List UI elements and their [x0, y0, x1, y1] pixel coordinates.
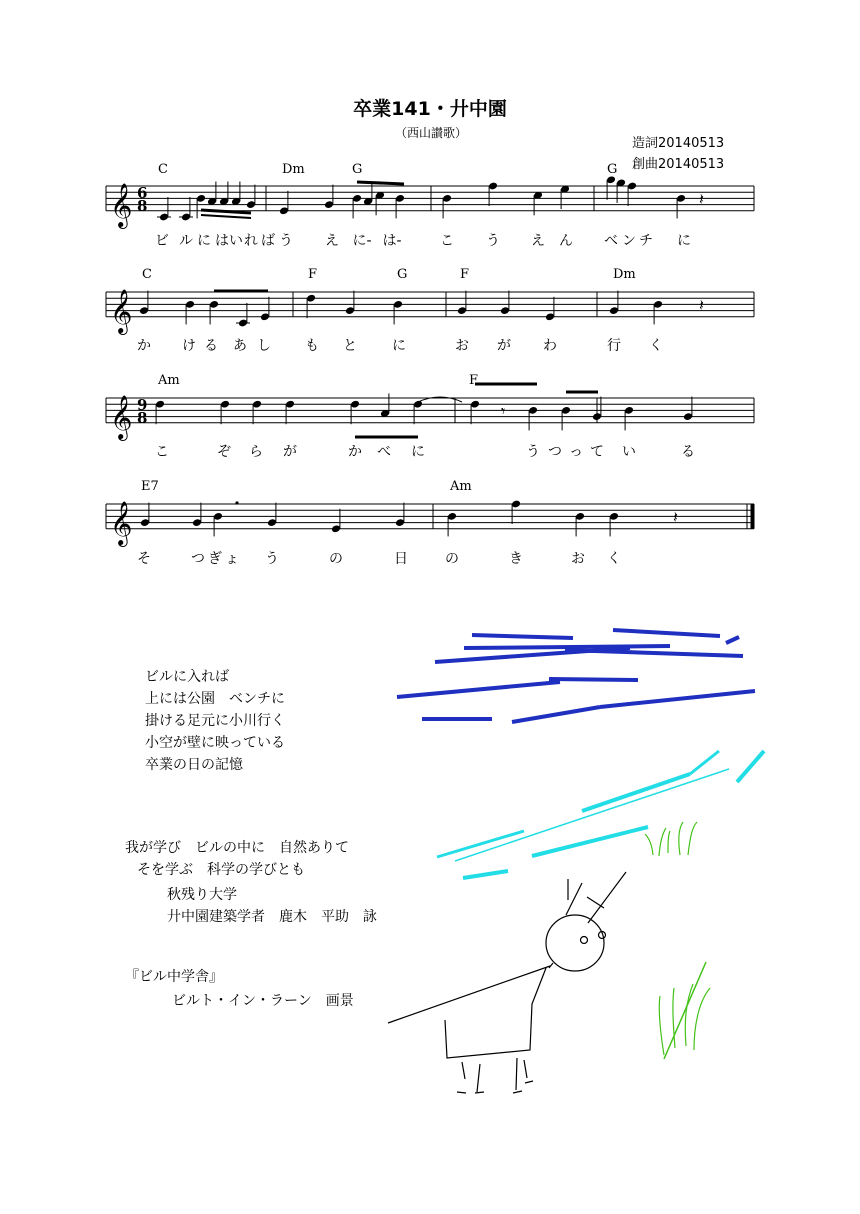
eighth-rest-icon: 𝄾 — [501, 401, 506, 421]
chord-symbol: G — [352, 162, 363, 177]
artwork-caption: ビルト・イン・ラーン 画景 — [172, 993, 354, 1009]
lyric-syllable: ん — [559, 233, 573, 249]
body — [445, 968, 546, 1058]
lyric-syllable: が — [497, 338, 511, 354]
chord-symbol: E7 — [141, 479, 159, 494]
tanka-line-1: 我が学び ビルの中に 自然ありて — [125, 840, 349, 856]
lyric-syllable: と — [343, 338, 357, 354]
chord-symbol: Am — [158, 373, 180, 388]
lyric-syllable: ょ — [225, 551, 239, 567]
lyric-syllable: れ — [244, 233, 258, 249]
chord-symbol: C — [158, 162, 168, 177]
hoof — [475, 1092, 484, 1093]
head-circle — [546, 915, 604, 971]
lyricist-credit: 造詞20140513 — [632, 136, 725, 151]
time-signature-bottom: 8 — [137, 197, 148, 215]
lyric-syllable: こ — [440, 233, 454, 249]
lyric-syllable: お — [455, 338, 469, 354]
time-signature-top: 9 — [137, 396, 148, 414]
lyric-syllable: ベ — [604, 233, 618, 249]
grass-blade — [645, 834, 653, 855]
artwork-title: 『ビル中学舎』 — [125, 969, 223, 985]
neck-line — [549, 963, 553, 968]
back-line — [388, 966, 550, 1023]
cyan-stroke — [737, 751, 764, 782]
lyric-syllable: ン — [622, 233, 636, 249]
ear-right — [588, 872, 626, 923]
leg — [516, 1058, 517, 1090]
lyric-syllable: い — [622, 444, 636, 460]
blue-stroke — [472, 635, 573, 638]
lyric-syllable: の — [329, 551, 343, 567]
ear-right-tip — [587, 897, 604, 908]
subtitle: （西山讃歌） — [395, 126, 468, 140]
grass-blade — [659, 828, 666, 856]
author-affiliation: 秋残り大学 — [167, 887, 237, 903]
lyric-syllable: き — [509, 551, 523, 567]
grass-blade — [679, 822, 683, 855]
lyric-syllable: う — [526, 444, 540, 460]
animal-figure — [388, 872, 626, 1093]
hoof — [513, 1091, 522, 1093]
lyric-syllable: に- — [352, 233, 372, 249]
cyan-stroke — [582, 774, 690, 811]
blue-stroke — [726, 637, 739, 643]
lyric-syllable: に — [197, 233, 211, 249]
blue-stroke — [397, 682, 560, 697]
grass-blade — [688, 822, 697, 855]
treble-clef-icon: 𝄞 — [110, 182, 133, 227]
lyric-syllable: べ — [377, 444, 391, 460]
lyric-syllable: ビ — [155, 233, 169, 249]
lyric-syllable: も — [305, 338, 319, 354]
cyan-stroke — [463, 871, 508, 878]
treble-clef-icon: 𝄞 — [110, 500, 133, 545]
lyric-syllable: し — [257, 338, 271, 354]
chord-symbol: Dm — [282, 162, 305, 177]
cyan-stroke — [455, 769, 729, 861]
lyric-syllable: え — [531, 233, 545, 249]
lyric-syllable: ル — [179, 233, 193, 249]
leg — [477, 1064, 480, 1092]
quarter-rest-icon: 𝄽 — [673, 507, 678, 527]
lyric-syllable: る — [681, 444, 695, 460]
lyric-syllable: こ — [155, 444, 169, 460]
chord-symbol: G — [397, 267, 408, 282]
blue-stroke — [565, 650, 743, 656]
lyric-syllable: あ — [233, 338, 247, 354]
treble-clef-icon: 𝄞 — [110, 394, 133, 439]
lyric-syllable: 行 — [607, 338, 621, 354]
lyric-syllable: に — [392, 338, 406, 354]
treble-clef-icon: 𝄞 — [110, 288, 133, 333]
lyric-syllable: て — [590, 444, 604, 460]
blue-stroke — [613, 630, 720, 636]
lyric-syllable: え — [325, 233, 339, 249]
chord-symbol: Am — [450, 479, 472, 494]
lyric-syllable: か — [137, 338, 151, 354]
chord-symbol: G — [607, 162, 618, 177]
cyan-stroke — [532, 827, 648, 856]
lyric-syllable: く — [607, 551, 621, 567]
time-signature-bottom: 8 — [137, 409, 148, 427]
chord-symbol: F — [308, 267, 318, 282]
blue-stroke — [512, 707, 600, 722]
grass-blade — [668, 831, 670, 853]
lyric-syllable: に — [411, 444, 425, 460]
lyric-syllable: か — [348, 444, 362, 460]
poem-line: 掛ける足元に小川行く — [145, 713, 285, 729]
lyric-syllable: の — [445, 551, 459, 567]
blue-stroke — [549, 679, 638, 680]
lyric-syllable: 日 — [394, 551, 408, 567]
lyric-syllable: う — [265, 551, 279, 567]
cyan-strokes — [437, 751, 764, 878]
lyric-syllable: っ — [569, 444, 583, 460]
lyric-syllable: は- — [382, 233, 402, 249]
lyric-syllable: う — [279, 233, 293, 249]
grass-blade — [694, 988, 710, 1050]
lyric-syllable: そ — [137, 551, 151, 567]
quarter-rest-icon: 𝄽 — [699, 189, 704, 209]
grass-blade — [659, 996, 664, 1055]
eye-icon — [581, 937, 588, 944]
author-signature: 廾中園建築学者 鹿木 平助 詠 — [167, 909, 377, 925]
chord-symbol: Dm — [613, 267, 636, 282]
composer-credit: 創曲20140513 — [632, 157, 725, 172]
lyric-syllable: ば — [261, 233, 275, 249]
lyric-syllable: ぎ — [208, 551, 222, 567]
lyric-syllable: は — [215, 233, 229, 249]
leg — [524, 1060, 527, 1078]
lyric-syllable: つ — [548, 444, 562, 460]
lyric-syllable: ら — [249, 444, 263, 460]
lyric-syllable: い — [229, 233, 243, 249]
lyric-syllable: お — [571, 551, 585, 567]
hoof — [525, 1081, 533, 1083]
chord-symbol: C — [142, 267, 152, 282]
tanka-line-2: そを学ぶ 科学の学びとも — [137, 862, 305, 878]
lyric-syllable: が — [283, 444, 297, 460]
lyric-syllable: に — [677, 233, 691, 249]
lyric-syllable: チ — [639, 233, 653, 249]
page-title: 卒業141・廾中園 — [353, 98, 507, 120]
leg — [462, 1062, 465, 1079]
poem-line: 上には公園 ベンチに — [145, 691, 285, 707]
poem-line: 小空が壁に映っている — [145, 735, 285, 751]
lyric-syllable: つ — [191, 551, 205, 567]
lyric-syllable: く — [649, 338, 663, 354]
time-signature-top: 6 — [137, 184, 148, 202]
lyric-syllable: ぞ — [217, 444, 231, 460]
chord-symbol: F — [469, 373, 479, 388]
quarter-rest-icon: 𝄽 — [699, 295, 704, 315]
cyan-stroke — [690, 751, 719, 774]
poem-line: 卒業の日の記憶 — [145, 757, 243, 773]
grass — [645, 822, 710, 1059]
lyric-syllable: る — [204, 338, 218, 354]
blue-strokes — [397, 630, 755, 722]
chord-symbol: F — [460, 267, 470, 282]
grass-stalk — [664, 962, 706, 1059]
poem-line: ビルに入れば — [145, 669, 229, 685]
hoof — [457, 1092, 466, 1093]
blue-stroke — [464, 646, 670, 648]
lyric-syllable: け — [182, 338, 196, 354]
lyric-syllable: わ — [543, 338, 557, 354]
blue-stroke — [600, 691, 755, 707]
lyric-syllable: う — [486, 233, 500, 249]
